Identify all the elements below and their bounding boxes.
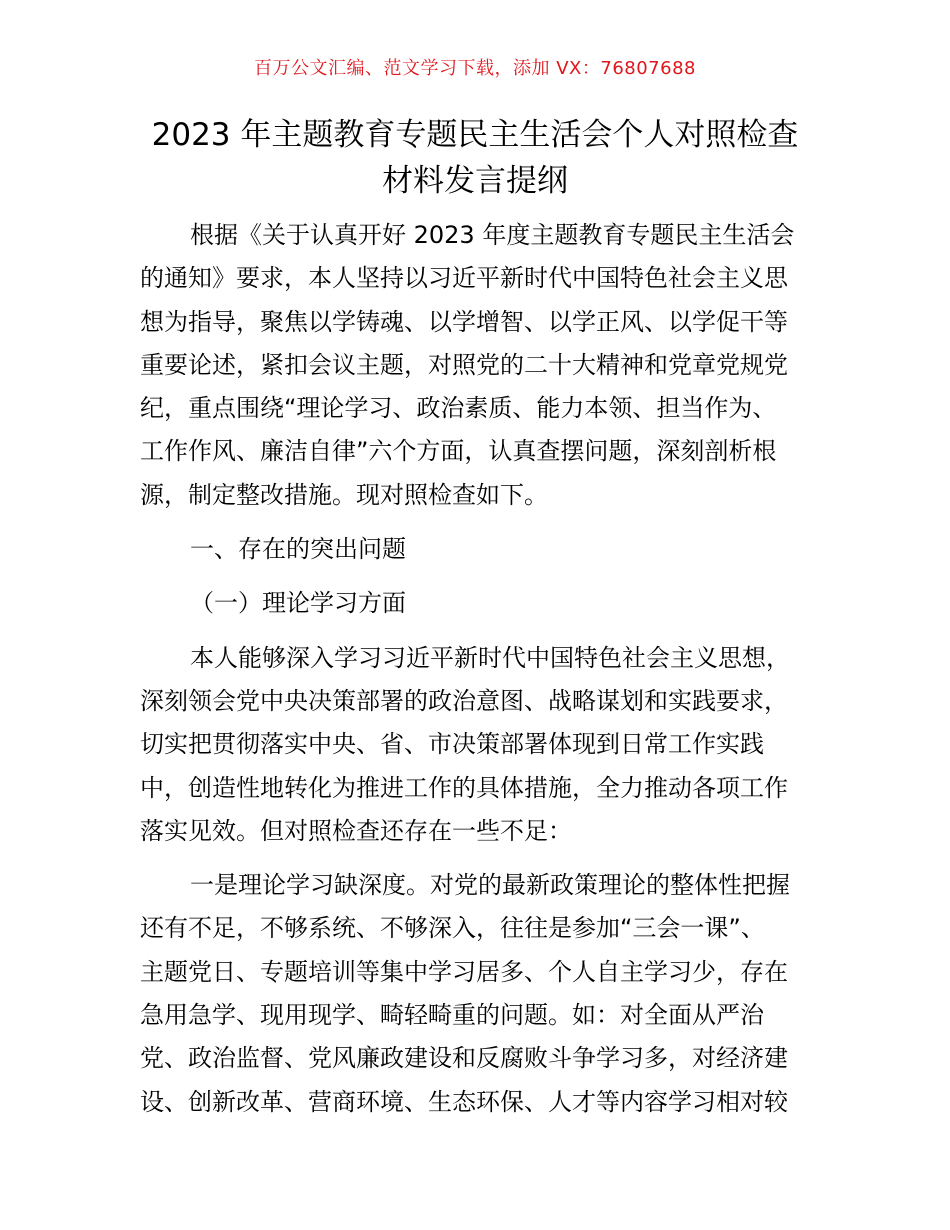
title-line-1: 2023 年主题教育专题民主生活会个人对照检查 (151, 117, 799, 153)
text-line: 还有不足，不够系统、不够深入，往往是参加“三会一课”、 (140, 914, 765, 943)
text-line: 中，创造性地转化为推进工作的具体措施，全力推动各项工作 (140, 773, 788, 802)
text-line: 设、创新改革、营商环境、生态环保、人才等内容学习相对较 (140, 1087, 788, 1116)
text-line: 的通知》要求，本人坚持以习近平新时代中国特色社会主义思 (140, 264, 788, 293)
text-line: 根据《关于认真开好 2023 年度主题教育专题民主生活会 (190, 221, 795, 249)
text-line: 想为指导，聚焦以学铸魂、以学增智、以学正风、以学促干等 (140, 307, 788, 336)
text-line: 重要论述，紧扣会议主题，对照党的二十大精神和党章党规党 (140, 350, 788, 379)
text-line: 切实把贯彻落实中央、省、市决策部署体现到日常工作实践 (140, 730, 764, 759)
watermark-banner: 百万公文汇编、范文学习下载，添加 VX：76807688 (254, 58, 696, 79)
theory-study-paragraph (140, 637, 820, 853)
text-line: 主题党日、专题培训等集中学习居多、个人自主学习少，存在 (140, 957, 788, 986)
document-body (140, 214, 820, 1135)
text-line: 党、政治监督、党风廉政建设和反腐败斗争学习多，对经济建 (140, 1044, 788, 1073)
problem-one-paragraph (140, 864, 820, 1124)
text-line: 深刻领会党中央决策部署的政治意图、战略谋划和实践要求， (140, 686, 788, 715)
text-line: 工作作风、廉洁自律”六个方面，认真查摆问题，深刻剖析根 (140, 437, 777, 466)
subsection-heading: （一）理论学习方面 (190, 589, 406, 618)
document-title (120, 112, 830, 204)
section-heading: 一、存在的突出问题 (190, 535, 406, 564)
text-line: 源，制定整改措施。现对照检查如下。 (140, 480, 548, 509)
intro-paragraph (140, 214, 820, 517)
text-line: 纪，重点围绕“理论学习、政治素质、能力本领、担当作为、 (140, 394, 777, 423)
text-line: 落实见效。但对照检查还存在一些不足： (140, 816, 572, 845)
title-line-2: 材料发言提纲 (382, 163, 568, 199)
text-line: 本人能够深入学习习近平新时代中国特色社会主义思想， (190, 643, 790, 672)
text-line: 急用急学、现用现学、畸轻畸重的问题。如：对全面从严治 (140, 1001, 764, 1030)
text-line: 一是理论学习缺深度。对党的最新政策理论的整体性把握 (190, 871, 790, 900)
